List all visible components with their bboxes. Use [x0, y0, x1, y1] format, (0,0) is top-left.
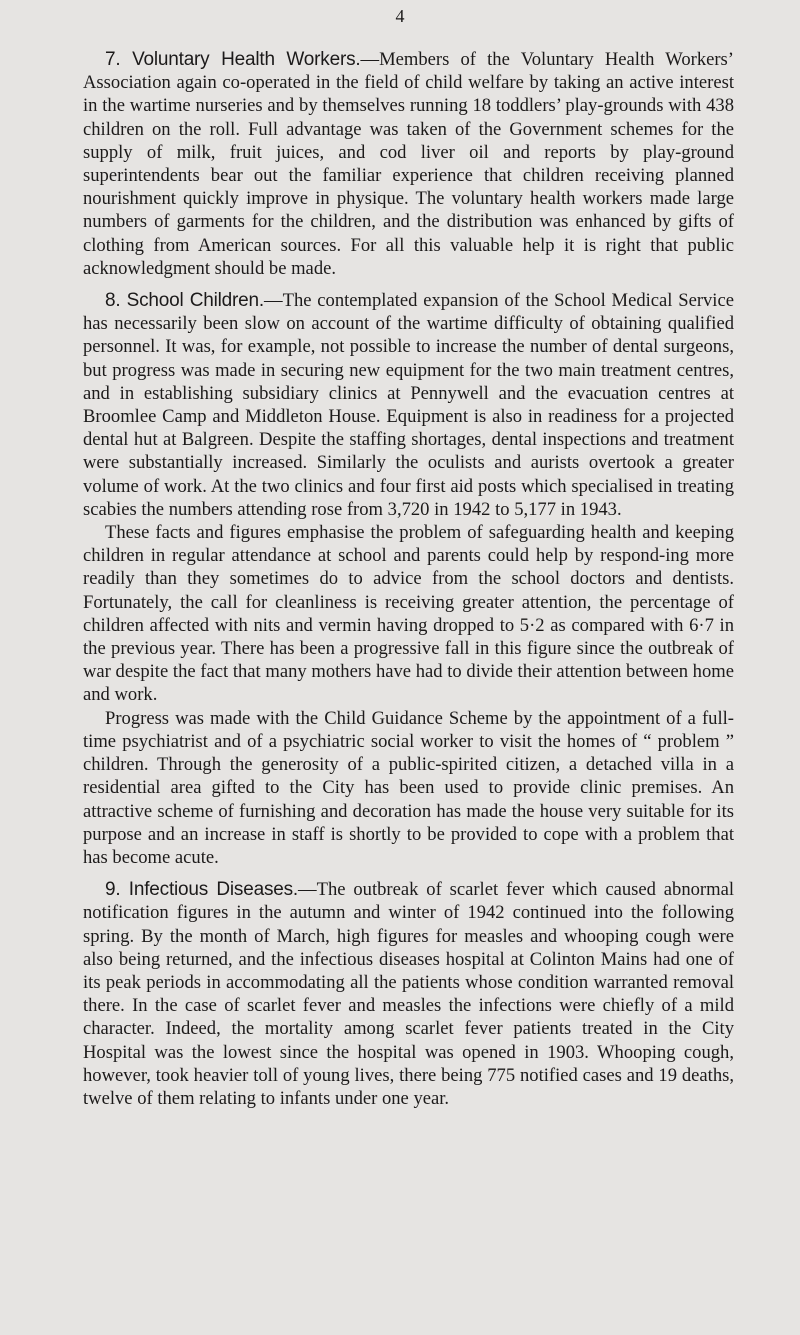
section-9-paragraph — [83, 878, 734, 1110]
page-number: 4 — [395, 6, 405, 26]
section-9-heading — [105, 879, 298, 900]
section-8-title: School Children. — [126, 290, 264, 312]
section-7-title: Voluntary Health Workers. — [132, 49, 361, 70]
section-9-number: 9. — [105, 879, 121, 901]
section-8-number: 8. — [105, 290, 121, 312]
section-9-text: —The outbreak of scarlet fever which caused abnormal notification figures in the autumn and winter of 1942 continued into the following spring. By the month of March, high figures for measles and whooping cough were also being returned, and the infectious diseases hospital at Colinton Mains had one of its peak periods in accommodating all the patients whose condition warranted removal there. In the case of scarlet fever and measles the infections were chiefly of a mild character. Indeed, the mortality among scarlet fever patients treated in the City Hospital was the lowest since the hospital was opened in 1903. Whooping cough, however, took heavier toll of young lives, there being 775 notified cases and 19 deaths, twelve of them relating to infants under one year. — [83, 879, 734, 1109]
section-8-paragraph-2: These facts and figures emphasise the problem of safeguarding health and keeping children in regular attendance at school and parents could help by respond-ing more readily than they sometimes do to advice from the school doctors and dentists. Fortunately, the call for cleanliness is receiving greater attention, the percentage of children affected with nits and vermin having dropped to 5·2 as compared with 6·7 in the previous year. There has been a progressive fall in this figure since the outbreak of war despite the fact that many mothers have had to divide their attention between home and work. — [83, 522, 734, 706]
section-7-number: 7. — [105, 49, 121, 70]
section-7-paragraph — [83, 48, 734, 280]
section-8-heading — [105, 290, 264, 311]
section-8-paragraph-1 — [83, 289, 734, 521]
section-7-heading — [105, 49, 360, 70]
section-9-title: Infectious Diseases. — [128, 879, 298, 901]
section-8-text-1: —The contemplated expansion of the School Medical Service has necessarily been slow on account of the wartime difficulty of obtaining qualified personnel. It was, for example, not possible to increase the number of dental surgeons, but progress was made in securing new equipment for the two main treatment centres, and in establishing subsidiary clinics at Pennywell and the evacuation centres at Broomlee Camp and Middleton House. Equipment is also in readiness for a projected dental hut at Balgreen. Despite the staffing shortages, dental inspections and treatment were substantially increased. Similarly the oculists and aurists overtook a greater volume of work. At the two clinics and four first aid posts which specialised in treating scabies the numbers attending rose from 3,720 in 1942 to 5,177 in 1943. — [83, 290, 734, 520]
section-8-paragraph-3: Progress was made with the Child Guidance Scheme by the appointment of a full-time psychiatrist and of a psychiatric social worker to visit the homes of “ problem ” children. Through the generosity of a public-spirited citizen, a detached villa in a residential area gifted to the City has been used to provide clinic premises. An attractive scheme of furnishing and decoration has made the house very suitable for its purpose and an increase in staff is shortly to be provided to cope with a problem that has become acute. — [83, 707, 734, 868]
section-7-text: —Members of the Voluntary Health Workers’ Association again co-operated in the field of child welfare by taking an active interest in the wartime nurseries and by themselves running 18 toddlers’ play-grounds with 438 children on the roll. Full advantage was taken of the Government schemes for the supply of milk, fruit juices, and cod liver oil and reports by play-ground superintendents bear out the familiar experience that children receiving planned nourishment quickly improve in physique. The voluntary health workers made large numbers of garments for the children, and the distribution was enhanced by gifts of clothing from American sources. For all this valuable help it is right that public acknowledgment should be made. — [83, 49, 734, 279]
